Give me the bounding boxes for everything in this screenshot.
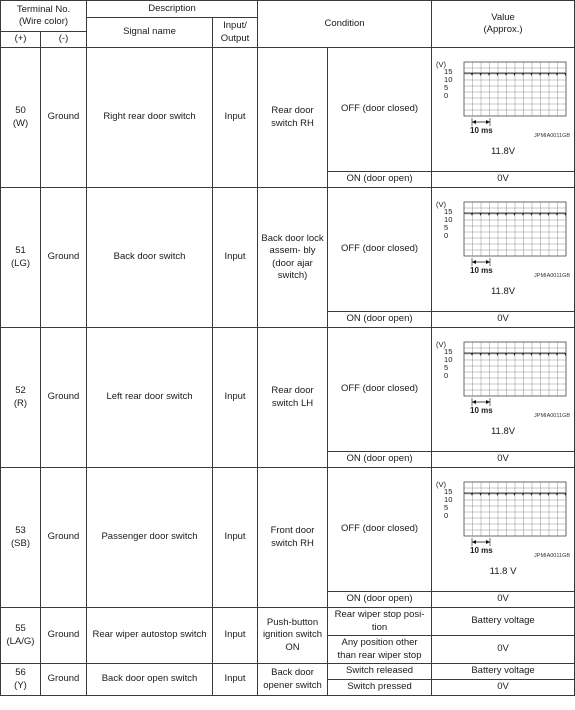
condition-sub: OFF (door closed) (328, 188, 432, 312)
scope-time-label: 10 ms (470, 126, 493, 136)
description-header: Description (87, 1, 258, 18)
condition-sub: Any position other than rear wiper stop (328, 636, 432, 664)
scope-time-label: 10 ms (470, 406, 493, 416)
scope-tick: 15 (444, 347, 453, 357)
scope-tick: 15 (444, 207, 453, 217)
value-text: 11.8V (490, 146, 516, 158)
oscilloscope (436, 340, 570, 418)
scope-unit: (V) (436, 60, 447, 70)
terminal-cell (1, 608, 41, 664)
condition-sub: Switch released (328, 664, 432, 680)
io-cell: Input (213, 188, 258, 328)
terminal-number: 52 (15, 385, 26, 397)
oscilloscope-graph (436, 200, 570, 278)
signal-name: Back door switch (87, 188, 213, 328)
terminal-number: 50 (15, 105, 26, 117)
scope-time-label: 10 ms (470, 266, 493, 276)
terminal-cell (1, 188, 41, 328)
minus-cell: Ground (41, 608, 87, 664)
value-cell: 0V (432, 592, 575, 608)
condition-sub: OFF (door closed) (328, 328, 432, 452)
oscilloscope-graph (436, 340, 570, 418)
oscilloscope (436, 200, 570, 278)
condition-sub: ON (door open) (328, 312, 432, 328)
wire-color: (R) (13, 397, 28, 409)
terminal-cell (1, 664, 41, 696)
scope-tick: 5 (444, 83, 449, 93)
wire-color: (LG) (11, 257, 30, 269)
value-cell: 0V (432, 172, 575, 188)
condition-main: Rear door switch RH (258, 48, 328, 188)
value-cell: 0V (432, 312, 575, 328)
terminal-row (1, 48, 575, 172)
terminal-no-label: Terminal No. (16, 3, 71, 15)
minus-cell: Ground (41, 328, 87, 468)
condition-main: Back door lock assem- bly (door ajar switch) (258, 188, 328, 328)
scope-tick: 5 (444, 503, 449, 513)
value-label: Value (491, 11, 515, 23)
condition-sub: Switch pressed (328, 680, 432, 696)
minus-cell: Ground (41, 664, 87, 696)
terminal-row (1, 608, 575, 636)
plus-header: (+) (1, 32, 41, 48)
terminal-number: 55 (15, 623, 26, 635)
signal-name-header: Signal name (87, 18, 213, 48)
oscilloscope (436, 480, 570, 558)
value-cell: 0V (432, 452, 575, 468)
terminal-no-header (1, 1, 87, 32)
value-cell (432, 188, 575, 312)
scope-code: JPMIA0011GB (534, 413, 571, 420)
signal-name: Right rear door switch (87, 48, 213, 188)
terminal-number: 51 (15, 245, 26, 257)
value-text: 11.8 V (489, 566, 517, 578)
wire-color: (Y) (14, 679, 27, 691)
signal-name: Passenger door switch (87, 468, 213, 608)
condition-main: Back door opener switch (258, 664, 328, 696)
io-cell: Input (213, 468, 258, 608)
terminal-cell (1, 468, 41, 608)
wire-color: (SB) (11, 537, 30, 549)
terminal-row (1, 328, 575, 452)
value-cell (432, 468, 575, 592)
condition-sub: OFF (door closed) (328, 468, 432, 592)
condition-main: Push-button ignition switch ON (258, 608, 328, 664)
terminal-row (1, 188, 575, 312)
wire-color: (LA/G) (6, 635, 35, 647)
condition-main: Front door switch RH (258, 468, 328, 608)
scope-tick: 0 (444, 511, 449, 521)
scope-time-label: 10 ms (470, 546, 493, 556)
value-text: 11.8V (490, 286, 516, 298)
scope-tick: 10 (444, 495, 453, 505)
signal-name: Back door open switch (87, 664, 213, 696)
scope-tick: 15 (444, 487, 453, 497)
value-cell: 0V (432, 636, 575, 664)
condition-header: Condition (258, 1, 432, 48)
wire-color-label: (Wire color) (18, 16, 69, 27)
terminal-cell (1, 48, 41, 188)
io-cell: Input (213, 48, 258, 188)
io-cell: Input (213, 328, 258, 468)
terminal-row (1, 664, 575, 680)
scope-tick: 10 (444, 215, 453, 225)
minus-cell: Ground (41, 48, 87, 188)
scope-code: JPMIA0011GB (534, 133, 571, 140)
value-cell: Battery voltage (432, 664, 575, 680)
oscilloscope (436, 60, 570, 138)
condition-sub: ON (door open) (328, 452, 432, 468)
signal-name: Rear wiper autostop switch (87, 608, 213, 664)
terminal-row (1, 468, 575, 592)
terminal-number: 53 (15, 525, 26, 537)
io-header: Input/ Output (213, 18, 258, 48)
value-cell: 0V (432, 680, 575, 696)
minus-header: (-) (41, 32, 87, 48)
signal-name: Left rear door switch (87, 328, 213, 468)
scope-tick: 10 (444, 355, 453, 365)
value-header (432, 1, 575, 48)
minus-cell: Ground (41, 188, 87, 328)
value-cell: Battery voltage (432, 608, 575, 636)
scope-tick: 15 (444, 67, 453, 77)
condition-sub: Rear wiper stop posi- tion (328, 608, 432, 636)
condition-main: Rear door switch LH (258, 328, 328, 468)
value-cell (432, 328, 575, 452)
scope-unit: (V) (436, 200, 447, 210)
scope-tick: 0 (444, 91, 449, 101)
scope-tick: 5 (444, 223, 449, 233)
oscilloscope-graph (436, 480, 570, 558)
minus-cell: Ground (41, 468, 87, 608)
approx-label: (Approx.) (483, 24, 523, 35)
terminal-cell (1, 328, 41, 468)
scope-unit: (V) (436, 340, 447, 350)
condition-sub: ON (door open) (328, 592, 432, 608)
io-cell: Input (213, 664, 258, 696)
scope-tick: 10 (444, 75, 453, 85)
oscilloscope-graph (436, 60, 570, 138)
value-cell (432, 48, 575, 172)
scope-code: JPMIA0011GB (534, 273, 571, 280)
wire-color: (W) (12, 117, 29, 129)
terminal-number: 56 (15, 667, 26, 679)
scope-unit: (V) (436, 480, 447, 490)
io-cell: Input (213, 608, 258, 664)
scope-tick: 5 (444, 363, 449, 373)
scope-tick: 0 (444, 231, 449, 241)
condition-sub: OFF (door closed) (328, 48, 432, 172)
value-text: 11.8V (490, 426, 516, 438)
scope-tick: 0 (444, 371, 449, 381)
condition-sub: ON (door open) (328, 172, 432, 188)
scope-code: JPMIA0011GB (534, 553, 571, 560)
